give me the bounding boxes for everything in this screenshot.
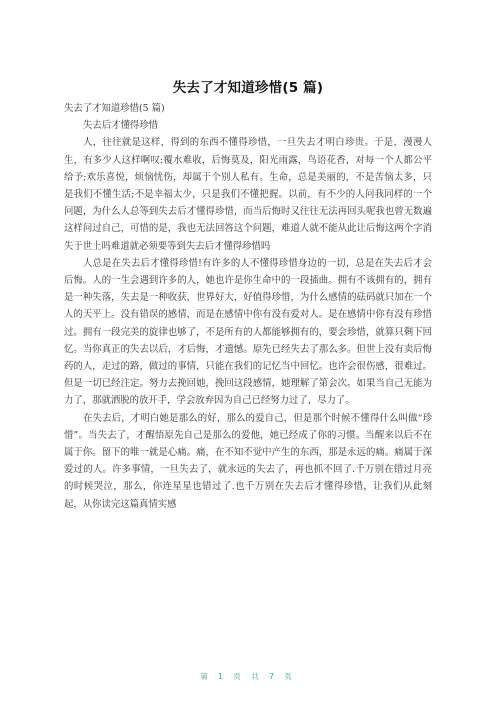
document-subtitle: 失去了才知道珍惜(5 篇) — [64, 103, 165, 114]
section-heading: 失去后才懂得珍惜 — [83, 120, 159, 132]
paragraph-3: 在失去后，才明白她是那么的好，那么的爱自己，但是那个时候不懂得什么叫做“珍惜”。当失去了，才醒悟原先自己是那么的爱他，她已经成了你的习惯。当醒来以后不在属于你。留下的唯一就是心痛。痛，在不知不觉中产生的东西，那是永远的痛。痛属于深爱过的人。许多事情，一旦失去了，就永远的失去了，再也抓不回了.千万别在错过月亮的时候哭泣，那么，你连星星也错过了.也千万别在失去后才懂得珍惜，让我们从此刻起，从你读完这篇真情实感 — [64, 412, 432, 510]
document-body — [64, 100, 432, 513]
document-title: 失去了才知道珍惜(5 篇) — [172, 80, 324, 96]
page-footer: 第 1 页 共 7 页 — [200, 672, 296, 681]
paragraph-1: 人，往往就是这样，得到的东西不懂得珍惜，一旦失去才明白珍贵。于是，漫漫人生，有多少人这样啊叹:覆水难收，后悔莫及，阳光雨露，鸟语花香，对每一个人都公平给予;欢乐喜悦，烦恼忧伤，却属于个别人私有。生命，总是美丽的，不是苦恼太多，只是我们不懂生活;不是幸福太少，只是我们不懂把握。以前，有不少的人问我同样的一个问题，为什么人总等到失去后才懂得珍惜，而当后悔时又往往无法再回头呢我也曾无数遍这样问过自己，可惜的是，我也无法回答这个问题，难道人就不能从此让后悔这两个字消失于世上吗难道就必须要等到失去后才懂得珍惜吗 — [64, 137, 432, 252]
paragraph-2: 人总是在失去后才懂得珍惜!有许多的人不懂得珍惜身边的一切，总是在失去后才会后悔。人的一生会遇到许多的人，她也许是你生命中的一段插曲。拥有不该拥有的，拥有是一种失落，失去是一种收获，世界好大，好值得珍惜，为什么感情的砝码就只加在一个人的天平上。没有错误的感情，而是在感情中你有没有爱对人。是在感情中你有没有珍惜过。拥有一段完美的旋律也够了，不是所有的人都能够拥有的，要会珍惜，就算只剩下回忆。当你真正的失去以后，才后悔，才遗憾。原先已经失去了那么多。但世上没有卖后悔药的人，走过的路，做过的事情，只能在我们的记忆当中回忆。也许会很伤感，很难过。但是一切已经注定。努力去挽回她，挽回这段感情，她理解了第会次。如果当自己无能为力了，那就洒脱的放开手，学会放弃因为自己已经努力过了，尽力了。 — [64, 257, 432, 407]
